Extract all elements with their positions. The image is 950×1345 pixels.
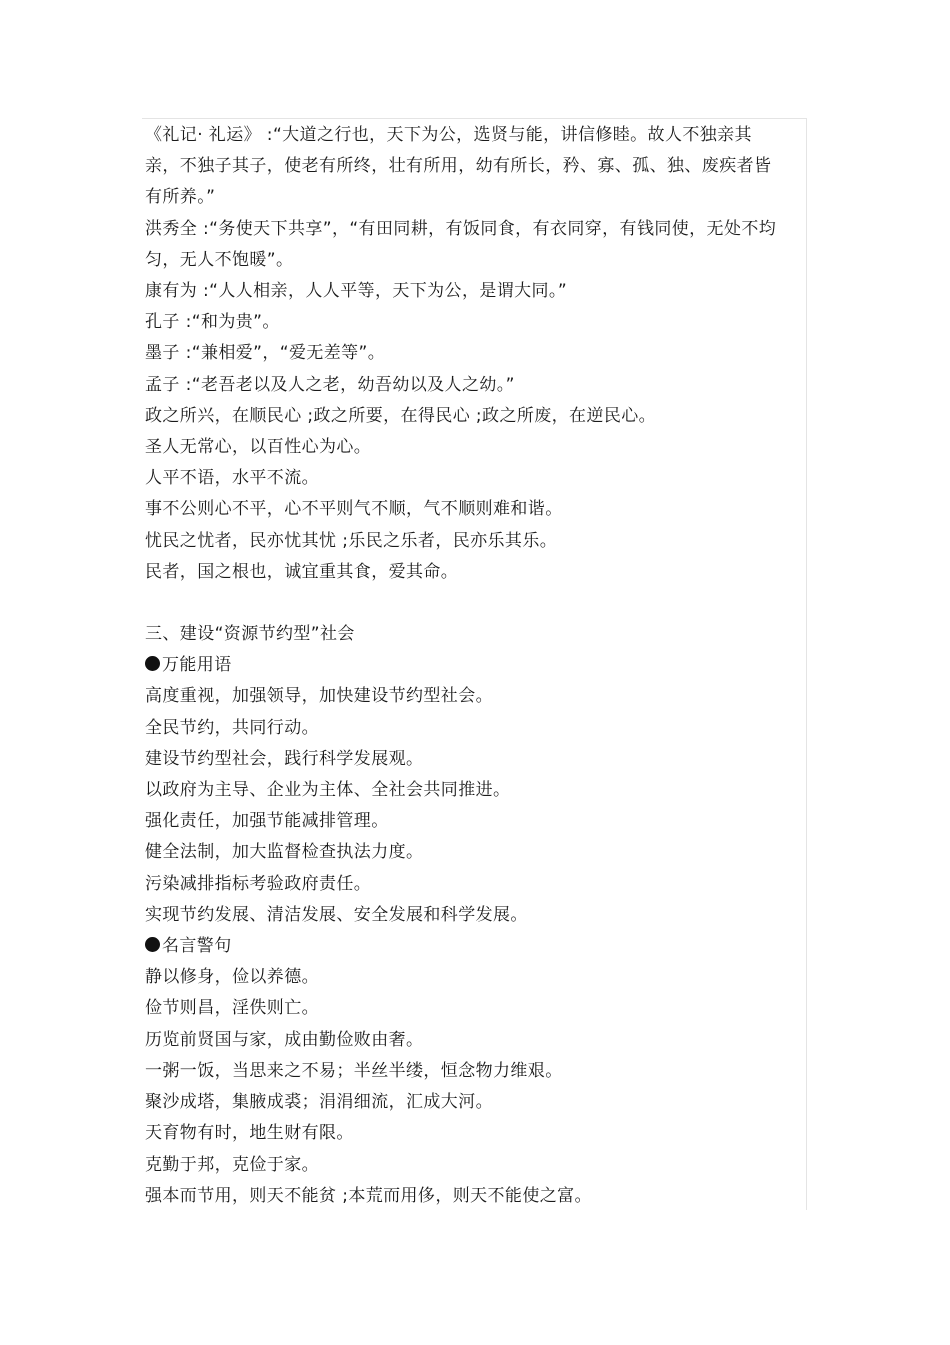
subheading-label: 万能用语: [162, 655, 232, 676]
bullet-icon: [145, 656, 160, 671]
list-item: 全民节约，共同行动。: [145, 717, 319, 738]
quote-line: 人平不语，水平不流。: [145, 468, 319, 489]
quote-hong-xiuquan: 洪秀全 :“务使天下共享”，“有田同耕，有饭同食，有衣同穿，有钱同使，无处不均匀，无人不饱暖”。: [145, 218, 777, 270]
list-item: 天育物有时，地生财有限。: [145, 1123, 354, 1144]
quote-mozi: 墨子 :“兼相爱”，“爱无差等”。: [145, 343, 386, 364]
subheading-universal-phrases: [145, 650, 785, 681]
quote-confucius: 孔子 :“和为贵”。: [145, 312, 280, 333]
quote-mencius: 孟子 :“老吾老以及人之老，幼吾幼以及人之幼。”: [145, 374, 515, 395]
quote-line: 民者，国之根也，诚宜重其食，爱其命。: [145, 561, 459, 582]
subheading-famous-quotes: [145, 931, 785, 962]
quote-line: 圣人无常心，以百性心为心。: [145, 437, 372, 458]
quote-line: 政之所兴，在顺民心 ;政之所要，在得民心 ;政之所废，在逆民心。: [145, 405, 657, 426]
list-item: 建设节约型社会，践行科学发展观。: [145, 748, 424, 769]
list-item: 实现节约发展、清洁发展、安全发展和科学发展。: [145, 904, 528, 925]
list-item: 一粥一饭，当思来之不易；半丝半缕，恒念物力维艰。: [145, 1060, 563, 1081]
list-item: 以政府为主导、企业为主体、全社会共同推进。: [145, 780, 511, 801]
document-body: [145, 120, 785, 1212]
list-item: 健全法制，加大监督检查执法力度。: [145, 842, 424, 863]
list-item: 俭节则昌，淫佚则亡。: [145, 998, 319, 1019]
subheading-label: 名言警句: [162, 936, 232, 957]
list-item: 历览前贤国与家，成由勤俭败由奢。: [145, 1029, 424, 1050]
bullet-icon: [145, 937, 160, 952]
list-item: 强本而节用，则天不能贫 ;本荒而用侈，则天不能使之富。: [145, 1185, 592, 1206]
section-heading: 三、建设“资源节约型”社会: [145, 624, 355, 645]
section-spacer: [145, 588, 785, 619]
quote-kang-youwei: 康有为 :“人人相亲，人人平等，天下为公，是谓大同。”: [145, 281, 568, 302]
list-item: 静以修身，俭以养德。: [145, 967, 319, 988]
list-item: 克勤于邦，克俭于家。: [145, 1154, 319, 1175]
list-item: 高度重视，加强领导，加快建设节约型社会。: [145, 686, 493, 707]
quote-liji: 《礼记· 礼运》 :“大道之行也，天下为公，选贤与能，讲信修睦。故人不独亲其亲，不独子其子，使老有所终，壮有所用，幼有所长，矜、寡、孤、独、废疾者皆有所养。”: [145, 125, 772, 208]
list-item: 聚沙成塔，集腋成裘；涓涓细流，汇成大河。: [145, 1092, 493, 1113]
list-item: 强化责任，加强节能减排管理。: [145, 811, 389, 832]
list-item: 污染减排指标考验政府责任。: [145, 873, 372, 894]
quote-line: 忧民之忧者，民亦忧其忧 ;乐民之乐者，民亦乐其乐。: [145, 530, 558, 551]
quote-line: 事不公则心不平，心不平则气不顺，气不顺则难和谐。: [145, 499, 563, 520]
